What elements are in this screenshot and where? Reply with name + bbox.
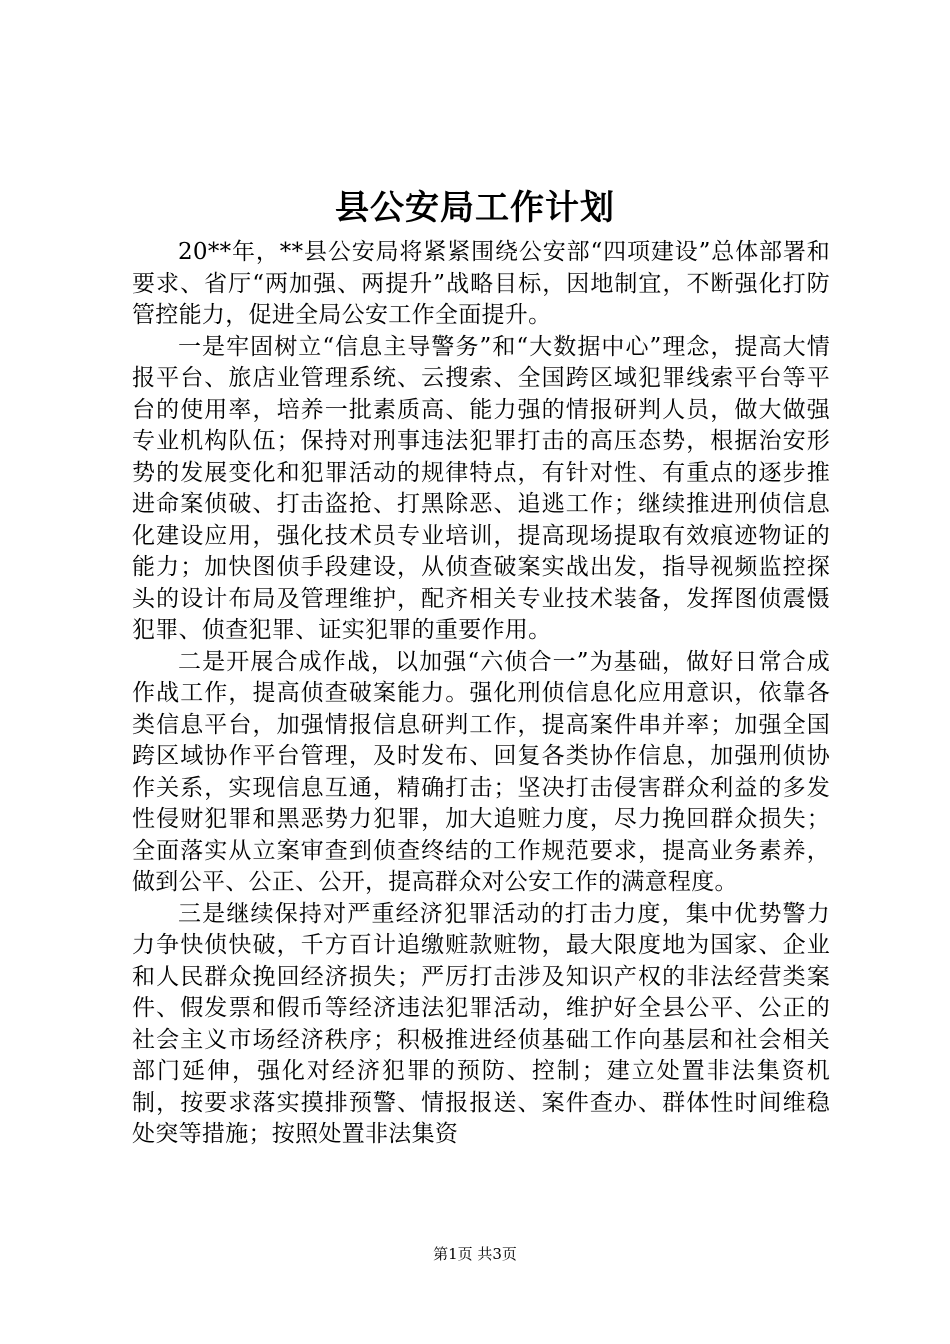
document-body [132, 237, 830, 1151]
page-footer: 第1页 共3页 [433, 1245, 517, 1263]
paragraph-point-three: 三是继续保持对严重经济犯罪活动的打击力度，集中优势警力力争快侦快破，千方百计追缴赃款赃物，最大限度地为国家、企业和人民群众挽回经济损失；严厉打击涉及知识产权的非法经营类案件、假发票和假币等经济违法犯罪活动，维护好全县公平、公正的社会主义市场经济秩序；积极推进经侦基础工作向基层和社会相关部门延伸，强化对经济犯罪的预防、控制；建立处置非法集资机制，按要求落实摸排预警、情报报送、案件查办、群体性时间维稳处突等措施；按照处置非法集资 [132, 900, 830, 1147]
document-title: 县公安局工作计划 [335, 188, 615, 228]
paragraph-intro: 20**年，**县公安局将紧紧围绕公安部“四项建设”总体部署和要求、省厅“两加强、两提升”战略目标，因地制宜，不断强化打防管控能力，促进全局公安工作全面提升。 [132, 239, 830, 328]
paragraph-point-two: 二是开展合成作战，以加强“六侦合一”为基础，做好日常合成作战工作，提高侦查破案能力。强化刑侦信息化应用意识，依靠各类信息平台，加强情报信息研判工作，提高案件串并率；加强全国跨区域协作平台管理，及时发布、回复各类协作信息，加强刑侦协作关系，实现信息互通，精确打击；坚决打击侵害群众利益的多发性侵财犯罪和黑恶势力犯罪，加大追赃力度，尽力挽回群众损失；全面落实从立案审查到侦查终结的工作规范要求，提高业务素养，做到公平、公正、公开，提高群众对公安工作的满意程度。 [132, 648, 830, 895]
paragraph-point-one: 一是牢固树立“信息主导警务”和“大数据中心”理念，提高大情报平台、旅店业管理系统、云搜索、全国跨区域犯罪线索平台等平台的使用率，培养一批素质高、能力强的情报研判人员，做大做强专业机构队伍；保持对刑事违法犯罪打击的高压态势，根据治安形势的发展变化和犯罪活动的规律特点，有针对性、有重点的逐步推进命案侦破、打击盗抢、打黑除恶、追逃工作；继续推进刑侦信息化建设应用，强化技术员专业培训，提高现场提取有效痕迹物证的能力；加快图侦手段建设，从侦查破案实战出发，指导视频监控探头的设计布局及管理维护，配齐相关专业技术装备，发挥图侦震慑犯罪、侦查犯罪、证实犯罪的重要作用。 [132, 333, 830, 643]
